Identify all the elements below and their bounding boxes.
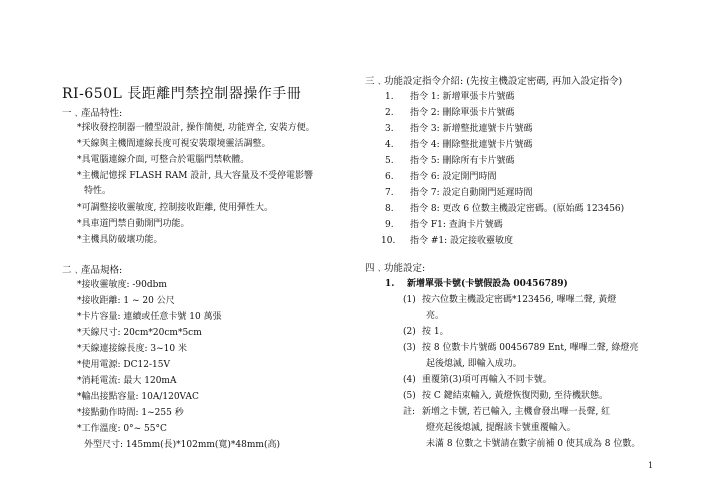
step-text: 重覆第(3)項可再輸入不同卡號。 — [422, 375, 552, 385]
section1-item: *主機記憶採 FLASH RAM 設計, 具大容量及不受停電影響 — [77, 171, 314, 181]
spec-item: *天線尺寸: 20cm*20cm*5cm — [77, 328, 202, 338]
command-text: 指令 1: 新增單張卡片號碼 — [410, 92, 515, 102]
step-text: 按 8 位數卡片號碼 00456789 Ent, 嗶嗶二聲, 綠燈亮 — [422, 343, 639, 353]
step-label: (3) — [403, 343, 416, 353]
command-text: 指令 #1: 設定接收靈敏度 — [410, 236, 514, 246]
spec-item: 外型尺寸: 145mm(長)*102mm(寬)*48mm(高) — [84, 440, 280, 450]
spec-item: *工作溫度: 0°~ 55°C — [77, 424, 167, 434]
command-text: 指令 8: 更改 6 位數主機設定密碼。(原始碼 123456) — [410, 204, 625, 214]
command-num: 10. — [381, 236, 396, 246]
section1-item: *具車道門禁自動開門功能。 — [77, 219, 190, 229]
document-title: RI-650L 長距離門禁控制器操作手冊 — [62, 86, 302, 102]
command-text: 指令 5: 刪除所有卡片號碼 — [410, 156, 515, 166]
command-text: 指令 F1: 查詢卡片號碼 — [410, 220, 503, 230]
section1-item: *採收發控制器一體型設計, 操作簡便, 功能齊全, 安裝方便。 — [77, 123, 315, 133]
command-num: 2. — [385, 108, 394, 118]
step-label: (5) — [403, 391, 416, 401]
step-text: 亮。 — [426, 311, 445, 321]
step-label: (4) — [403, 375, 416, 385]
command-num: 1. — [385, 92, 394, 102]
spec-item: *輸出接點容量: 10A/120VAC — [77, 392, 199, 402]
spec-item: *消耗電流: 最大 120mA — [77, 376, 177, 386]
command-num: 4. — [385, 140, 394, 150]
step-label: (1) — [403, 295, 416, 305]
section1-item: *天線與主機間連線長度可視安裝環境靈活調整。 — [77, 139, 271, 149]
command-text: 指令 2: 刪除單張卡片號碼 — [410, 108, 515, 118]
command-num: 8. — [385, 204, 394, 214]
section1-item: *可調整接收靈敏度, 控制接收距離, 使用彈性大。 — [77, 203, 273, 213]
command-text: 指令 7: 設定自動開門延遲時間 — [410, 188, 533, 198]
step-text: 按 1。 — [422, 327, 449, 337]
command-text: 指令 4: 刪除整批連號卡片號碼 — [410, 140, 533, 150]
section1-item: *具電腦連線介面, 可整合於電腦門禁軟體。 — [77, 155, 250, 165]
step-text: 按六位數主機設定密碼*123456, 嗶嗶二聲, 黃燈 — [422, 295, 617, 305]
section1-item: 特性。 — [84, 186, 112, 196]
spec-item: *接收靈敏度: -90dbm — [77, 280, 167, 290]
command-num: 7. — [385, 188, 394, 198]
spec-item: *卡片容量: 連續或任意卡號 10 萬張 — [77, 312, 222, 322]
spec-item: *接收距離: 1 ~ 20 公尺 — [77, 296, 175, 306]
step-text: 起後熄滅, 即輸入成功。 — [426, 359, 522, 369]
command-text: 指令 6: 設定開門時間 — [410, 172, 497, 182]
note-text: 未滿 8 位數之卡號請在數字前補 0 使其成為 8 位數。 — [426, 439, 641, 449]
note-label: 註: — [403, 407, 416, 417]
subsection-heading: 新增單張卡號(卡號假設為 00456789) — [407, 279, 568, 289]
step-label: (2) — [403, 327, 416, 337]
spec-item: *天線連接線長度: 3~10 米 — [77, 344, 187, 354]
step-text: 按 C 鍵結束輸入, 黃燈恢復閃動, 至待機狀態。 — [422, 391, 609, 401]
section1-item: *主機具防破壞功能。 — [77, 235, 163, 245]
note-text: 新增之卡號, 若已輸入, 主機會發出嗶一長聲, 紅 — [422, 407, 611, 417]
section1-heading: 一﹑產品特性: — [62, 108, 123, 119]
command-num: 3. — [385, 124, 394, 134]
section4-heading: 四﹑功能設定: — [365, 263, 426, 274]
section3-heading: 三﹑功能設定指令介紹: (先按主機設定密碼, 再加入設定指令) — [365, 76, 623, 87]
command-num: 6. — [385, 172, 394, 182]
command-text: 指令 3: 新增整批連號卡片號碼 — [410, 124, 533, 134]
spec-item: *使用電源: DC12-15V — [77, 360, 170, 370]
spec-item: *接點動作時間: 1~255 秒 — [77, 408, 184, 418]
page-number: 1 — [648, 461, 654, 470]
subsection-num: 1. — [385, 279, 395, 289]
note-text: 燈亮起後熄滅, 提醒該卡號重覆輸入。 — [426, 423, 576, 433]
command-num: 5. — [385, 156, 394, 166]
command-num: 9. — [385, 220, 394, 230]
section2-heading: 二﹑產品規格: — [62, 265, 123, 276]
